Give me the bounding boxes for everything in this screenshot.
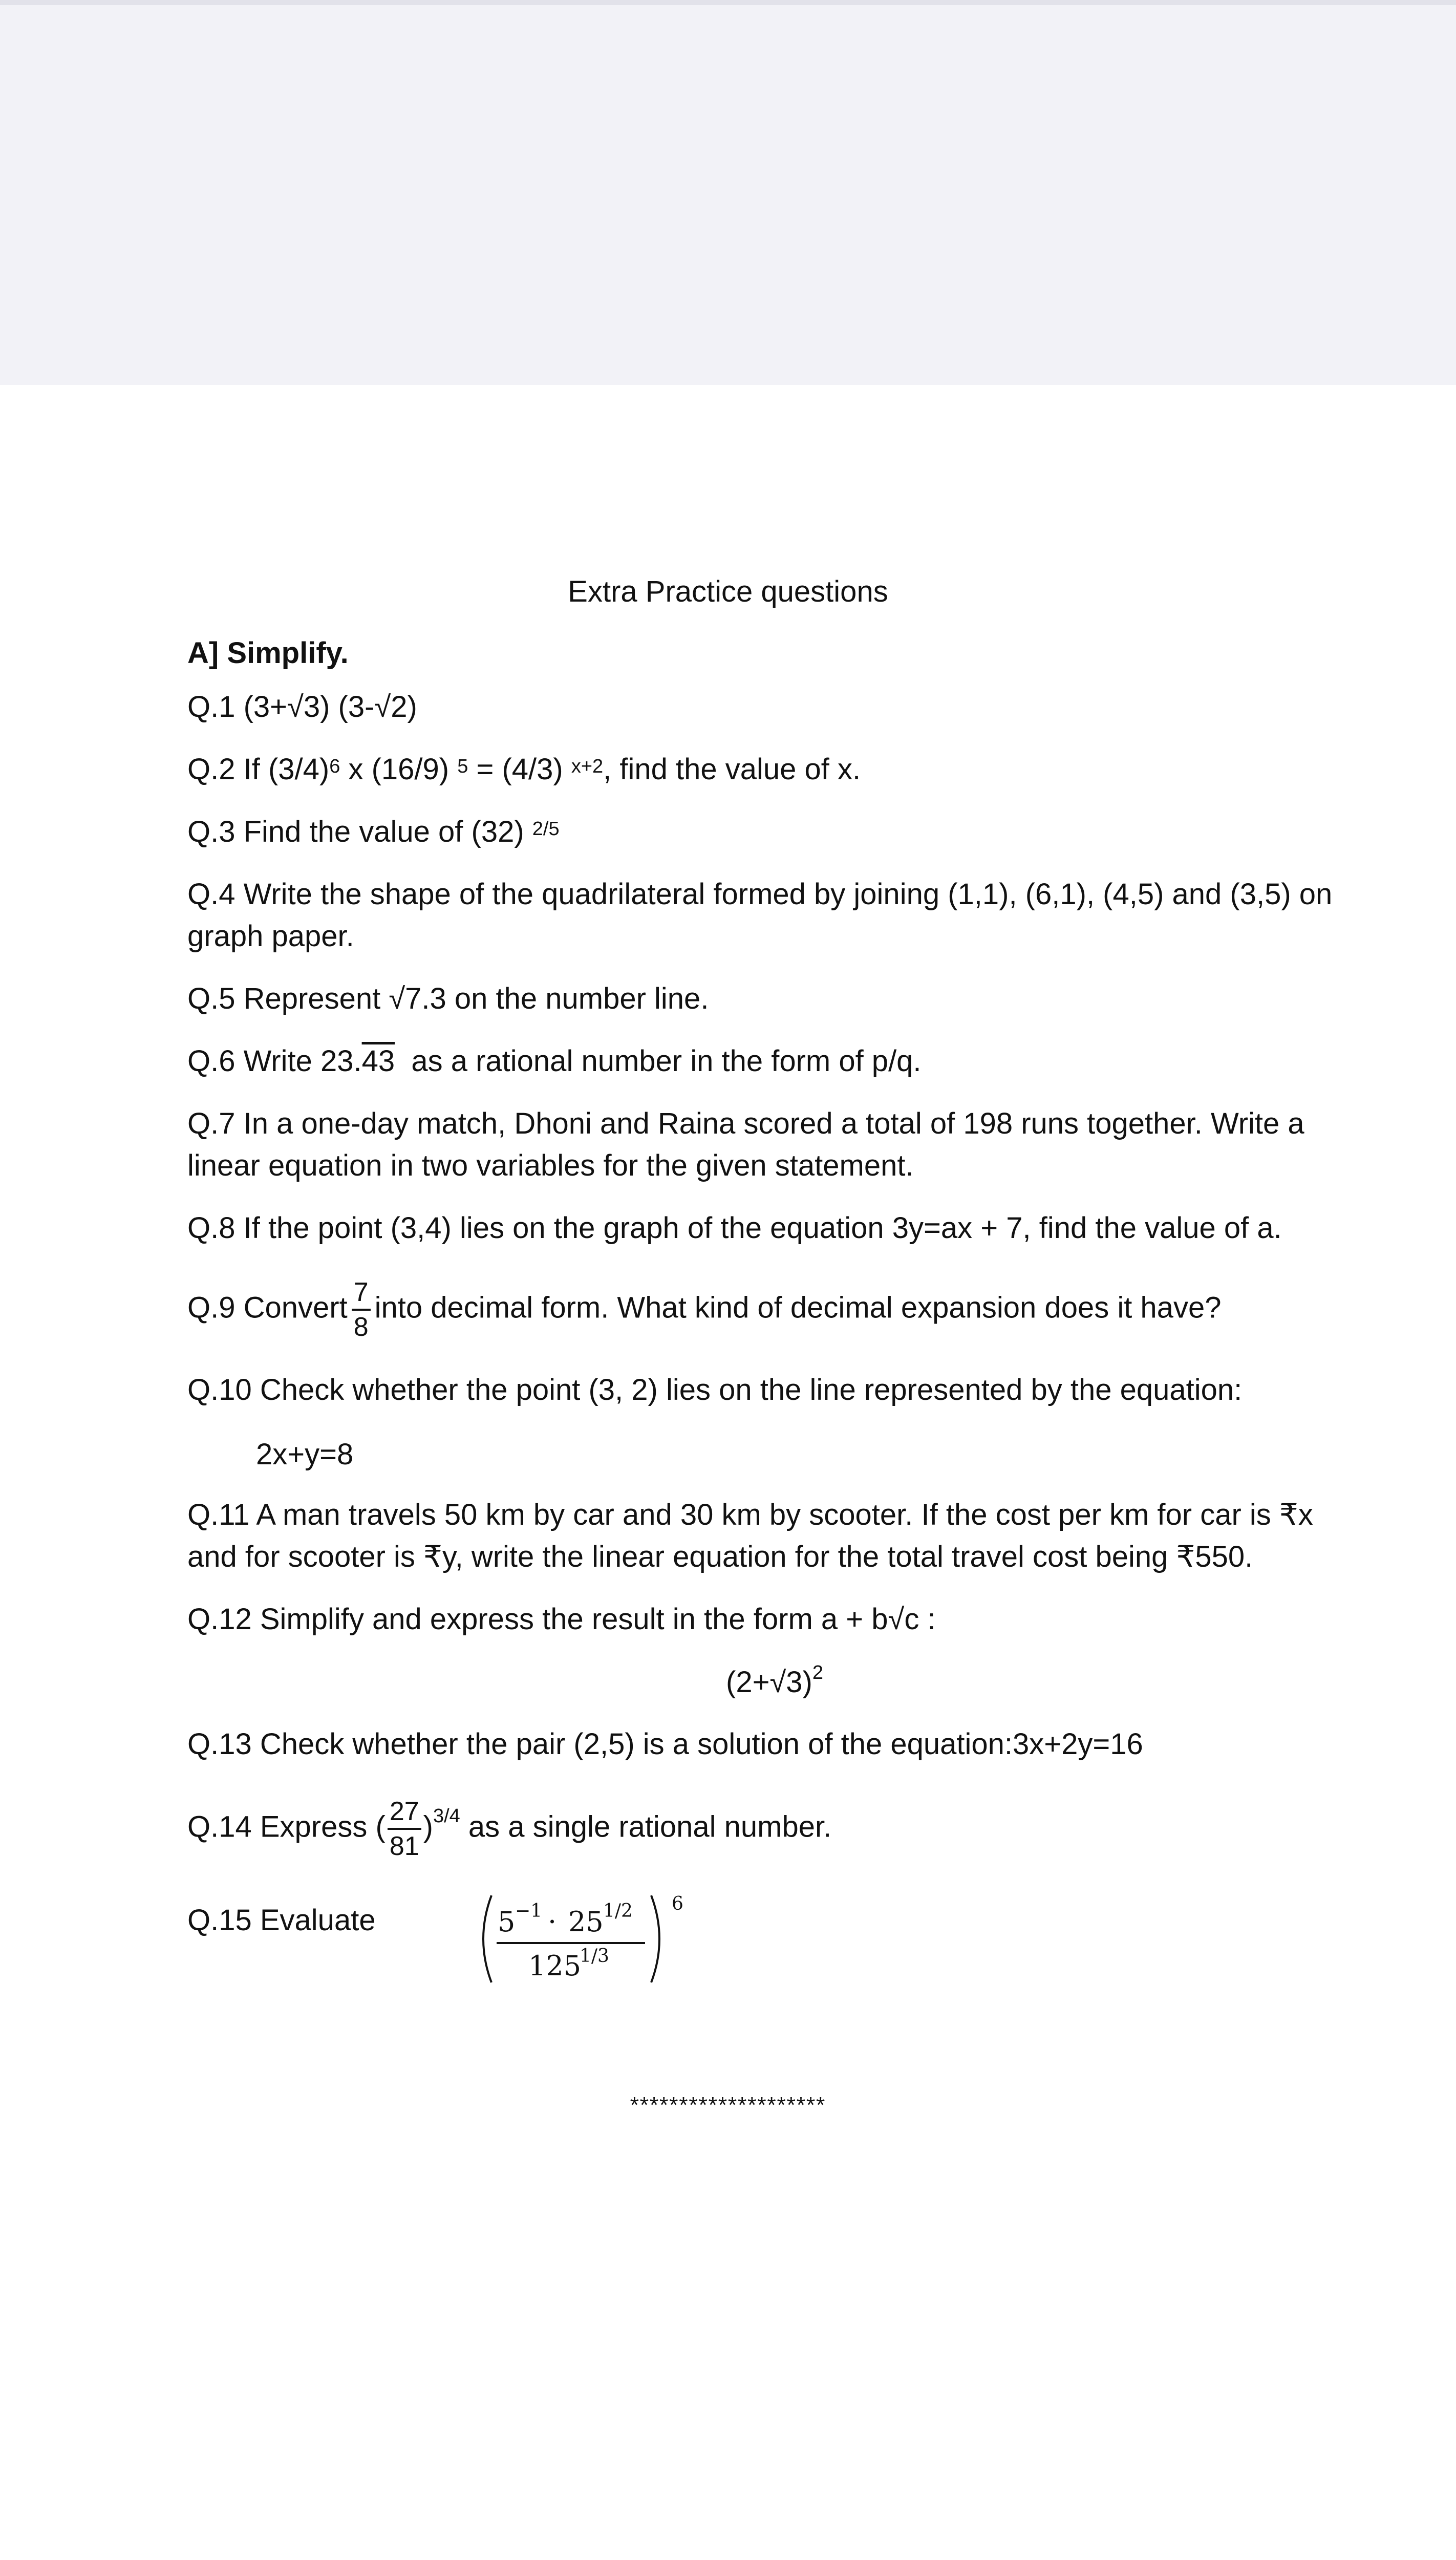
question-14-text-c: as a single rational number. <box>460 1810 832 1844</box>
question-9-text-b: into decimal form. What kind of decimal expansion does it have? <box>374 1291 1222 1325</box>
question-10 <box>187 1369 1365 1411</box>
fraction-numerator: 27 <box>388 1798 421 1830</box>
question-7-text: Q.7 In a one-day match, Dhoni and Raina scored a total of 198 runs together. Write a linear equation in two variables for the given statement. <box>187 1107 1304 1182</box>
numerator-exp-neg1: −1 <box>515 1901 543 1922</box>
question-15-label: Q.15 Evaluate <box>187 1904 376 1937</box>
right-paren <box>651 1895 659 1982</box>
question-9-text-a: Q.9 Convert <box>187 1291 348 1325</box>
question-12-text: Q.12 Simplify and express the result in the form a + b√c : <box>187 1603 936 1636</box>
question-6 <box>187 1040 1365 1082</box>
question-2-exp-1: 6 <box>329 756 340 777</box>
question-1-text: Q.1 (3+√3) (3-√2) <box>187 690 417 723</box>
question-8 <box>187 1207 1365 1249</box>
question-8-text: Q.8 If the point (3,4) lies on the graph of the equation 3y=ax + 7, find the value of a. <box>187 1211 1282 1245</box>
question-10-equation: 2x+y=8 <box>256 1438 354 1471</box>
question-13 <box>187 1723 1365 1765</box>
question-4 <box>187 873 1365 957</box>
question-2-text-b: x (16/9) <box>340 753 458 786</box>
question-2-text-a: Q.2 If (3/4) <box>187 753 330 786</box>
question-6-text-a: Q.6 Write 23. <box>187 1044 362 1078</box>
question-14 <box>187 1798 1365 1860</box>
question-5-text: Q.5 Represent √7.3 on the number line. <box>187 982 709 1015</box>
fraction-denominator: 81 <box>389 1831 419 1861</box>
question-15-expression <box>471 1890 696 1993</box>
question-12-expression <box>726 1662 823 1699</box>
left-paren <box>483 1895 491 1982</box>
page-title: Extra Practice questions <box>568 575 888 608</box>
question-10-text: Q.10 Check whether the point (3, 2) lies on the line represented by the equation: <box>187 1373 1243 1406</box>
question-2-text-d: , find the value of x. <box>603 753 861 786</box>
question-15 <box>187 1900 1365 1942</box>
fraction-27-81 <box>388 1798 421 1860</box>
question-2-exp-3: x+2 <box>571 756 604 777</box>
question-12 <box>187 1598 1365 1640</box>
question-5 <box>187 978 1365 1020</box>
fraction-numerator: 7 <box>352 1279 371 1311</box>
document-page <box>0 385 1456 2560</box>
numerator-base-25: 25 <box>568 1906 604 1938</box>
question-9 <box>187 1279 1365 1340</box>
question-3-text: Q.3 Find the value of (32) <box>187 815 532 848</box>
denominator-base-125: 125 <box>528 1950 582 1982</box>
numerator-base-5: 5 <box>498 1906 516 1938</box>
top-border <box>0 0 1456 5</box>
section-heading: A] Simplify. <box>187 636 349 670</box>
question-2-exp-2: 5 <box>457 756 468 777</box>
question-11 <box>187 1494 1365 1578</box>
denominator-exp-third: 1/3 <box>580 1946 609 1967</box>
question-13-text: Q.13 Check whether the pair (2,5) is a solution of the equation:3x+2y=16 <box>187 1727 1143 1761</box>
multiplication-dot: · <box>548 1906 557 1938</box>
question-2-text-c: = (4/3) <box>468 753 571 786</box>
question-12-exp: 2 <box>812 1662 823 1683</box>
numerator-exp-half: 1/2 <box>603 1901 633 1922</box>
question-4-text: Q.4 Write the shape of the quadrilateral formed by joining (1,1), (6,1), (4,5) and (3,5) on graph paper. <box>187 878 1333 953</box>
question-3 <box>187 811 1365 853</box>
question-1 <box>187 686 1365 728</box>
question-2 <box>187 749 1365 791</box>
question-14-exp: 3/4 <box>433 1805 460 1827</box>
question-7 <box>187 1103 1365 1187</box>
question-11-text: Q.11 A man travels 50 km by car and 30 km by scooter. If the cost per km for car is ₹x and for scooter is ₹y, write the linear equation for the total travel cost being ₹550. <box>187 1498 1313 1573</box>
repeating-digits: 43 <box>361 1044 395 1078</box>
question-14-text-a: Q.14 Express ( <box>187 1810 386 1844</box>
fraction-7-8 <box>352 1279 371 1340</box>
question-6-text-b: as a rational number in the form of p/q. <box>395 1044 922 1078</box>
footer-separator: ******************** <box>630 2093 826 2118</box>
outer-exponent: 6 <box>672 1893 683 1914</box>
fraction-denominator: 8 <box>353 1312 369 1342</box>
question-3-exp: 2/5 <box>532 818 560 840</box>
question-14-text-b: ) <box>423 1810 433 1844</box>
question-12-base: (2+√3) <box>726 1666 812 1699</box>
